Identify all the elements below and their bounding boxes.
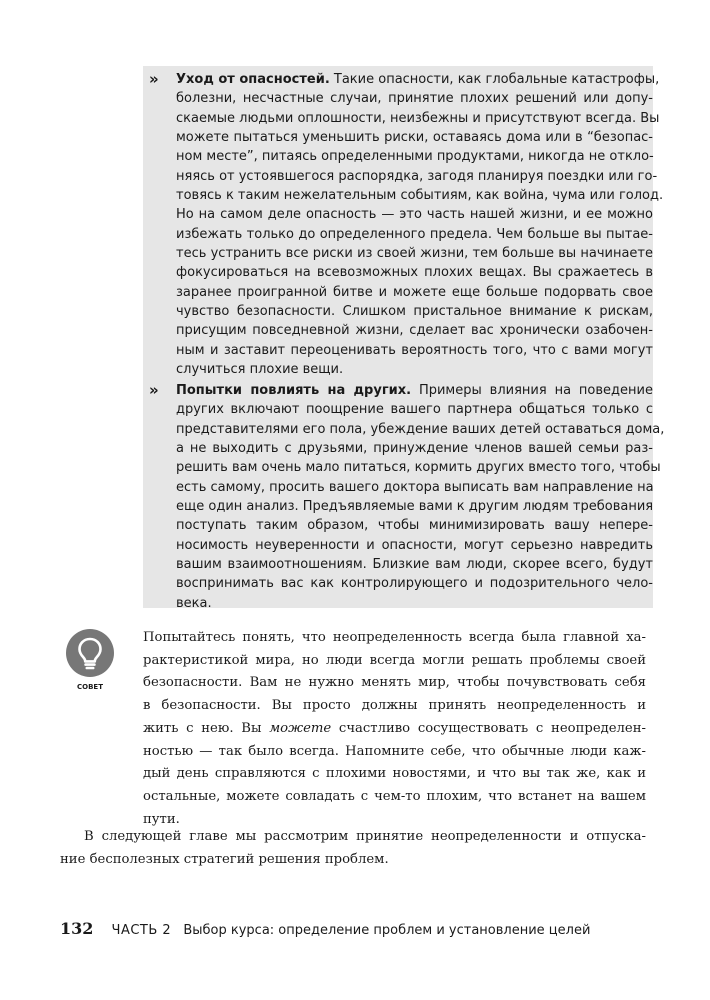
bullet-marker: »	[149, 381, 159, 399]
bullet-line: а не выходить с друзьями, принуждение членов вашей семьи раз-	[176, 441, 653, 457]
tip-line: рактеристикой мира, но люди всегда могли решать проблемы своей	[143, 652, 646, 668]
tip-line: остальные, можете совладать с чем-то плохим, что встанет на вашем	[143, 788, 646, 804]
bullet-line: няясь от устоявшегося распорядка, загодя планируя поездки или го-	[176, 168, 658, 184]
tip-line: ностью — так было всегда. Напомните себе, что обычные люди каж-	[143, 743, 646, 759]
body-paragraph	[60, 826, 646, 871]
bullet-line: Попытки повлиять на других. Примеры влияния на поведение	[176, 383, 653, 398]
bullet-line: есть самому, просить вашего доктора выписать вам направление на	[176, 479, 654, 495]
tip-line: жить с нею. Вы можете счастливо сосуществовать с неопределен-	[143, 720, 646, 736]
bullet-line: века.	[176, 595, 212, 611]
tip-line: безопасности. Вам не нужно менять мир, чтобы почувствовать себя	[143, 675, 646, 691]
tip-line: в безопасности. Вы просто должны принять неопределенность и	[143, 698, 646, 714]
bullet-line: еще один анализ. Предъявляемые вами к другим людям требования	[176, 499, 654, 515]
paragraph-line: В следующей главе мы рассмотрим принятие неопределенности и отпуска-	[84, 829, 646, 844]
bullet-line: Но на самом деле опасность — это часть нашей жизни, и ее можно	[176, 207, 653, 223]
paragraph-line: ние бесполезных стратегий решения проблем.	[60, 851, 389, 867]
bullet-line: решить вам очень мало питаться, кормить других вместо того, чтобы	[176, 460, 661, 476]
bullet-line: поступать таким образом, чтобы минимизировать вашу непере-	[176, 518, 653, 534]
tip-label: СОВЕТ	[77, 683, 103, 691]
bullet-line: тесь устранить все риски из своей жизни, тем больше вы начинаете	[176, 246, 653, 262]
footer-title: Выбор курса: определение проблем и установление целей	[183, 923, 591, 938]
bullet-line: Уход от опасностей. Такие опасности, как глобальные катастрофы,	[176, 72, 660, 87]
lightbulb-icon	[66, 629, 114, 677]
bullet-line: представителями его пола, убеждение ваших детей оставаться дома,	[176, 421, 665, 437]
bullet-item-avoid-dangers	[149, 70, 664, 380]
tip-line: Попытайтесь понять, что неопределенность всегда была главной ха-	[143, 630, 646, 645]
bullet-line: чувство безопасности. Слишком пристальное внимание к рискам,	[176, 304, 653, 320]
bullet-line: ном месте”, питаясь определенными продуктами, никогда не откло-	[176, 149, 654, 165]
tip-line: пути.	[143, 811, 180, 827]
bullet-item-influence-others	[149, 381, 665, 613]
bullet-line: воспринимать вас как контролирующего и подозрительного чело-	[176, 576, 653, 592]
bullet-line: заранее проигранной битве и можете еще больше подорвать свое	[176, 284, 653, 300]
bullet-line: скаемые людьми оплошности, неизбежны и присутствуют всегда. Вы	[176, 110, 660, 126]
bullet-line: фокусироваться на всевозможных плохих вещах. Вы сражаетесь в	[176, 265, 653, 281]
tip-emphasis: можете	[269, 720, 332, 736]
tip-line: дый день справляются с плохими новостями, и что вы так же, как и	[143, 766, 646, 782]
bullet-line: можете пытаться уменьшить риски, оставаясь дома или в “безопас-	[176, 130, 653, 146]
bullet-line: случиться плохие вещи.	[176, 362, 344, 378]
bullet-marker: »	[149, 70, 159, 88]
page-number: 132	[60, 919, 94, 938]
bullet-line: товясь к таким нежелательным событиям, как война, чума или голод.	[176, 188, 664, 204]
bullet-line: вашим взаимоотношениям. Близкие вам люди, скорее всего, будут	[176, 557, 653, 573]
bullet-line: ным и заставит переоценивать вероятность того, что с вами могут	[176, 342, 653, 358]
tip-text	[143, 627, 646, 831]
footer-part: ЧАСТЬ 2	[111, 923, 172, 938]
bullet-title: Уход от опасностей.	[176, 72, 330, 87]
bullet-title: Попытки повлиять на других.	[176, 383, 412, 398]
page-footer	[60, 919, 590, 938]
bullet-line: присущим повседневной жизни, сделает вас хронически озабочен-	[176, 323, 653, 339]
bullet-line: носимость неуверенности и опасности, могут серьезно навредить	[176, 537, 653, 553]
bullet-line: избежать только до определенного предела. Чем больше вы пытае-	[176, 226, 653, 242]
bullet-line: других включают поощрение вашего партнера общаться только с	[176, 402, 653, 418]
bullet-line: болезни, несчастные случаи, принятие плохих решений или допу-	[176, 91, 653, 107]
